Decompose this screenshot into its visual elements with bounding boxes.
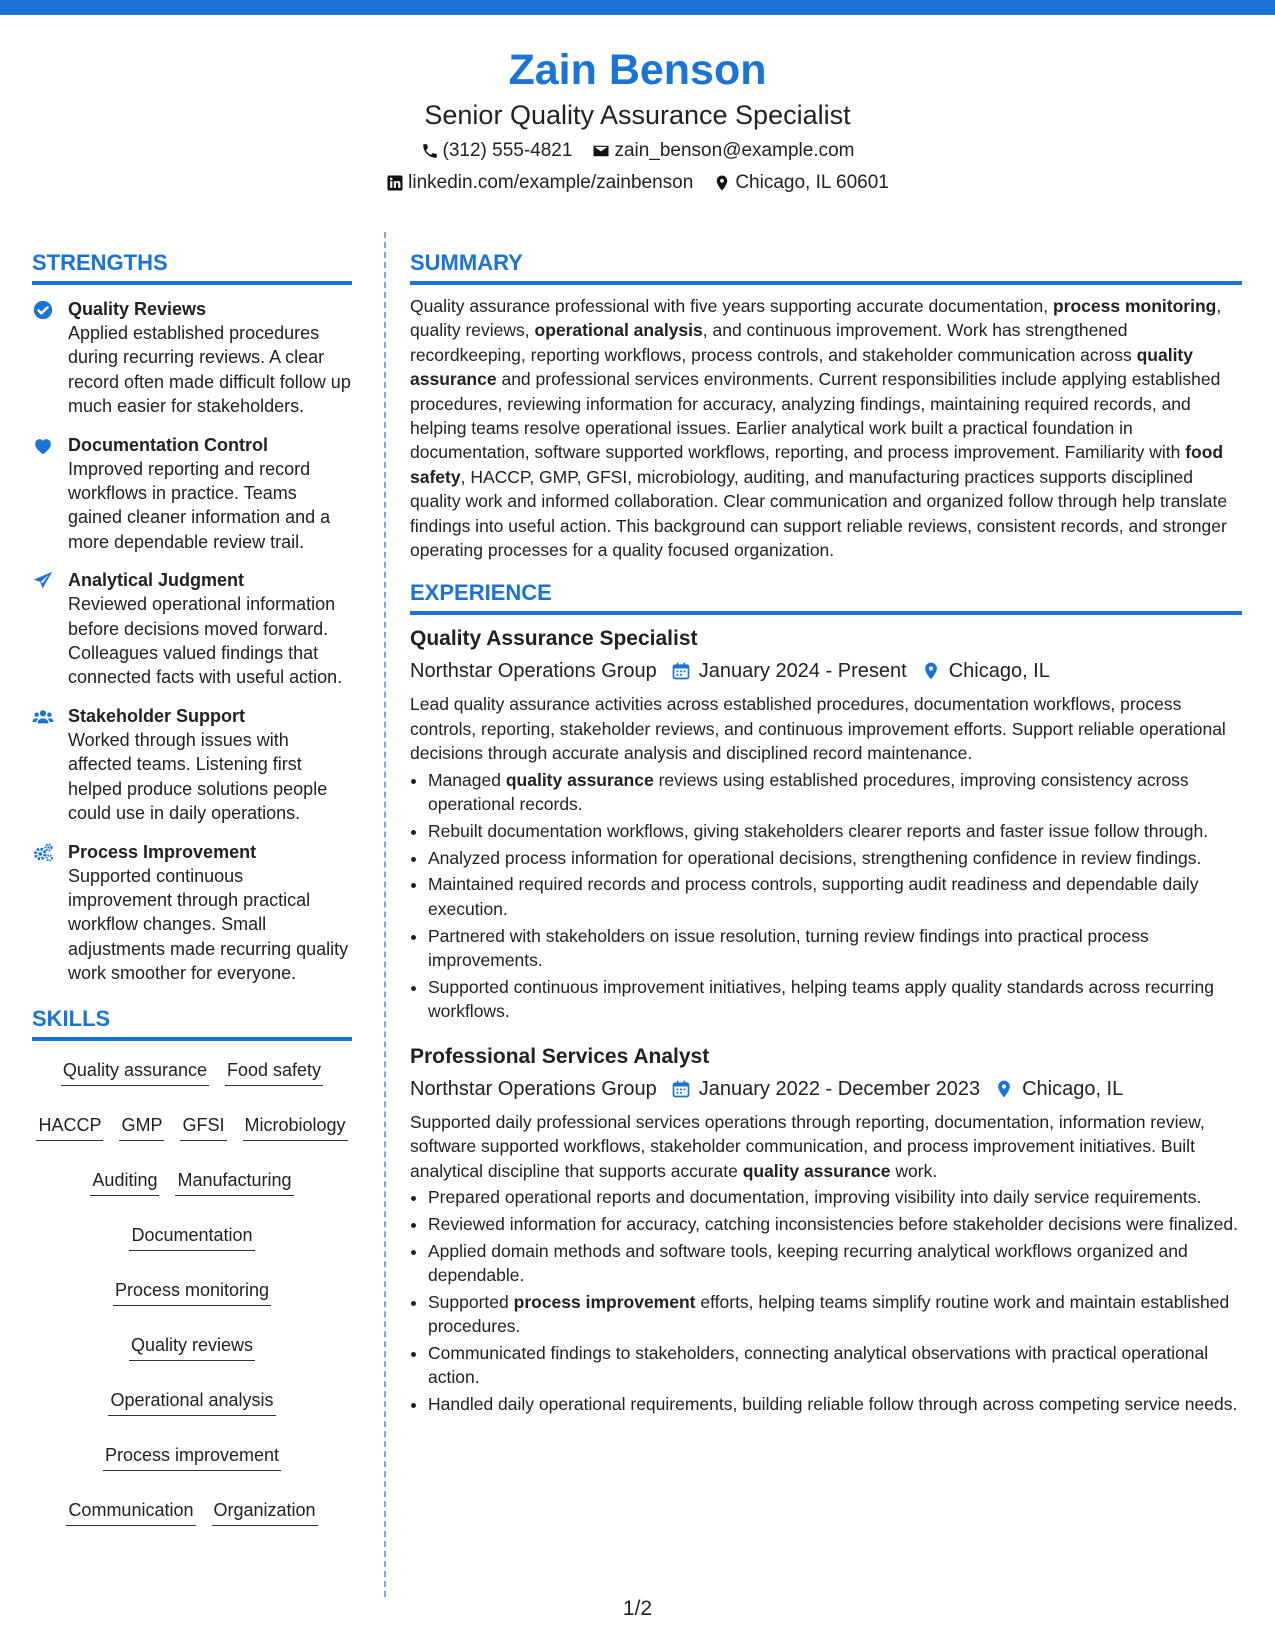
paper-plane-icon	[32, 568, 56, 690]
job-description: Supported daily professional services operations through reporting, documentation, information review, software supported workflows, stakeholder communication, and process improvement initiatives. Built analytical discipline that supports accurate quality assurance work.	[410, 1111, 1205, 1181]
strength-item	[32, 433, 352, 555]
candidate-name: Zain Benson	[508, 46, 767, 94]
strength-desc: Worked through issues with affected teams. Listening first helped produce solutions people could use in daily operations.	[68, 729, 328, 824]
right-column	[410, 248, 1242, 1419]
job-meta	[410, 656, 1242, 686]
strength-item	[32, 704, 352, 826]
skill-tag: HACCP	[36, 1112, 103, 1141]
experience-section	[410, 578, 1242, 1416]
bullet-item: • Rebuilt documentation workflows, giving stakeholders clearer reports and faster issue follow through.	[428, 819, 1242, 843]
bullet-item: • Managed quality assurance reviews using established procedures, improving consistency across operational records.	[428, 768, 1242, 817]
skill-tag: Organization	[212, 1497, 318, 1526]
phone-icon	[421, 142, 439, 160]
bullet-item: • Analyzed process information for operational decisions, strengthening confidence in review findings.	[428, 846, 1242, 870]
bullet-item: • Reviewed information for accuracy, catching inconsistencies before stakeholder decisions were finalized.	[428, 1212, 1242, 1236]
job-dates: January 2024 - Present	[698, 660, 907, 683]
strengths-heading: STRENGTHS	[32, 248, 352, 285]
resume-header	[0, 44, 1275, 196]
strength-item	[32, 297, 352, 419]
skill-tag: Manufacturing	[175, 1167, 293, 1196]
strength-title: Process Improvement	[68, 841, 257, 862]
job-title: Professional Services Analyst	[410, 1044, 710, 1068]
strength-title: Stakeholder Support	[68, 705, 246, 726]
bullet-item: • Applied domain methods and software tools, keeping recurring analytical workflows organized and dependable.	[428, 1239, 1242, 1288]
email-text: zain_benson@example.com	[614, 140, 855, 161]
contact-row-1	[0, 138, 1275, 164]
strength-title: Documentation Control	[68, 434, 268, 455]
strength-title: Quality Reviews	[68, 299, 207, 319]
skill-tag: Quality assurance	[61, 1057, 209, 1086]
skill-tag: Quality reviews	[129, 1332, 255, 1361]
job-dates: January 2022 - December 2023	[698, 1077, 981, 1100]
column-divider	[384, 232, 386, 1597]
skill-tag: Auditing	[90, 1167, 159, 1196]
contact-linkedin[interactable]	[386, 170, 693, 196]
map-pin-icon	[994, 1079, 1014, 1099]
strength-item	[32, 568, 352, 690]
bullet-item: • Supported continuous improvement initiatives, helping teams apply quality standards across recurring workflows.	[428, 975, 1242, 1024]
map-pin-icon	[921, 661, 941, 681]
skill-tag: Operational analysis	[108, 1387, 275, 1416]
strength-desc: Supported continuous improvement through practical workflow changes. Small adjustments made recurring quality work smoother for everyone.	[68, 865, 349, 984]
job-location: Chicago, IL	[948, 660, 1050, 683]
summary-text: Quality assurance professional with five years supporting accurate documentation, process monitoring, quality reviews, operational analysis, and continuous improvement. Work has strengthened recordkeeping, reporting workflows, process controls, and stakeholder communication across quality assurance and professional services environments. Current responsibilities include applying established procedures, reviewing information for accuracy, analyzing findings, maintaining required records, and helping teams resolve operational issues. Earlier analytical work built a practical foundation in documentation, software supported workflows, reporting, and process improvement. Familiarity with food safety, HACCP, GMP, GFSI, microbiology, auditing, and manufacturing practices supports disciplined quality work and informed collaboration. Clear communication and organized follow through help translate findings into useful action. This background can support reliable reviews, consistent records, and stronger operating processes for a quality focused organization.	[410, 296, 1228, 561]
skill-tag: GMP	[119, 1112, 164, 1141]
calendar-icon	[671, 661, 691, 681]
skill-tag: Food safety	[225, 1057, 323, 1086]
job-bullets	[410, 1185, 1242, 1417]
skill-tag: Communication	[66, 1497, 195, 1526]
job-bullets	[410, 768, 1242, 1024]
job-entry	[410, 624, 1242, 1023]
strength-desc: Improved reporting and record workflows in practice. Teams gained cleaner information and a more dependable review trail.	[68, 458, 331, 552]
skill-tag: Documentation	[129, 1222, 254, 1251]
strength-desc: Reviewed operational information before decisions moved forward. Colleagues valued findings that connected facts with useful action.	[68, 594, 343, 688]
bullet-item: • Handled daily operational requirements, building reliable follow through across competing service needs.	[428, 1392, 1242, 1416]
strength-title: Analytical Judgment	[68, 570, 245, 591]
calendar-icon	[671, 1079, 691, 1099]
bullet-item: • Maintained required records and process controls, supporting audit readiness and dependable daily execution.	[428, 872, 1242, 921]
job-company: Northstar Operations Group	[410, 1077, 657, 1100]
page-number: 1/2	[622, 1597, 653, 1620]
bullet-item: • Partnered with stakeholders on issue resolution, turning review findings into practical process improvements.	[428, 924, 1242, 973]
linkedin-text: linkedin.com/example/zainbenson	[408, 172, 694, 193]
job-description: Lead quality assurance activities across established procedures, documentation workflows, process controls, reporting, stakeholder reviews, and continuous improvement efforts. Support reliable operational decisions through accurate analysis and disciplined record maintenance.	[410, 694, 1226, 764]
skill-tag: Process improvement	[103, 1442, 281, 1471]
strength-desc: Applied established procedures during recurring reviews. A clear record often made difficult follow up much easier for stakeholders.	[68, 323, 351, 417]
experience-heading: EXPERIENCE	[410, 578, 1242, 615]
job-entry	[410, 1042, 1242, 1417]
envelope-icon	[592, 142, 610, 160]
skills-heading: SKILLS	[32, 1004, 352, 1041]
candidate-title: Senior Quality Assurance Specialist	[424, 100, 851, 130]
gears-icon	[32, 840, 56, 986]
summary-heading: SUMMARY	[410, 248, 1242, 285]
contact-email[interactable]	[592, 138, 854, 164]
strengths-list	[32, 297, 352, 986]
skill-tag: GFSI	[180, 1112, 226, 1141]
strength-item	[32, 840, 352, 986]
heart-icon	[32, 433, 56, 555]
job-title: Quality Assurance Specialist	[410, 627, 698, 651]
bullet-item: • Prepared operational reports and documentation, improving visibility into daily service requirements.	[428, 1185, 1242, 1209]
bullet-item: • Supported process improvement efforts, helping teams simplify routine work and maintain established procedures.	[428, 1290, 1242, 1339]
contact-location	[713, 170, 889, 196]
skills-list	[32, 1057, 352, 1526]
bullet-item: • Communicated findings to stakeholders, connecting analytical observations with practical operational action.	[428, 1341, 1242, 1390]
linkedin-icon	[386, 174, 404, 192]
job-location: Chicago, IL	[1022, 1077, 1124, 1100]
skill-tag: Microbiology	[243, 1112, 348, 1141]
phone-text: (312) 555-4821	[442, 140, 573, 161]
left-column	[32, 248, 352, 1526]
map-pin-icon	[713, 174, 731, 192]
job-meta	[410, 1074, 1242, 1104]
location-text: Chicago, IL 60601	[735, 172, 889, 193]
job-company: Northstar Operations Group	[410, 660, 657, 683]
users-icon	[32, 704, 56, 826]
skills-section	[32, 1004, 352, 1526]
top-accent-bar	[0, 0, 1275, 15]
contact-phone	[421, 138, 573, 164]
skill-tag: Process monitoring	[113, 1277, 271, 1306]
contact-row-2	[0, 170, 1275, 196]
check-circle-icon	[32, 297, 56, 419]
